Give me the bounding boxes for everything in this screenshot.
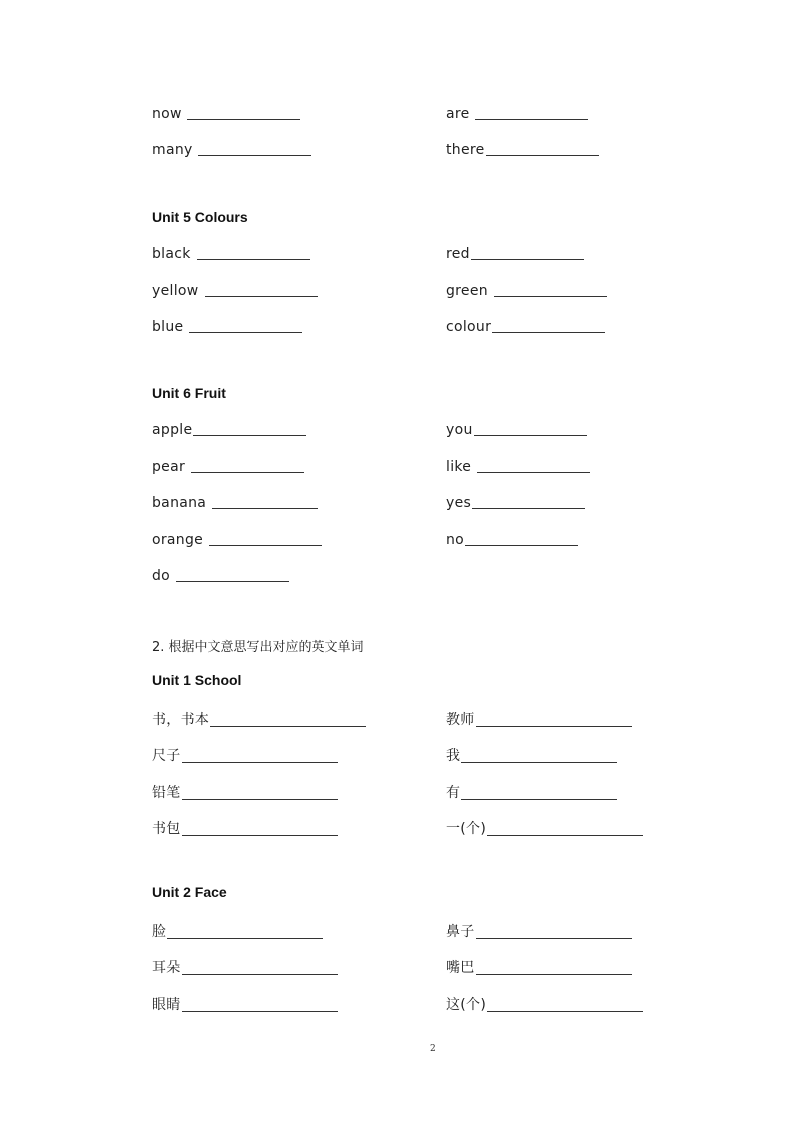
vocab-item <box>446 459 590 475</box>
vocab-word: yes <box>446 495 472 511</box>
vocab-word: like <box>446 459 472 475</box>
answer-blank[interactable] <box>191 471 304 473</box>
answer-blank[interactable] <box>471 258 584 260</box>
answer-blank[interactable] <box>189 331 302 333</box>
vocab-item <box>152 994 338 1014</box>
answer-blank[interactable] <box>182 761 338 763</box>
answer-blank[interactable] <box>212 507 318 509</box>
answer-blank[interactable] <box>476 973 632 975</box>
answer-blank[interactable] <box>475 118 588 120</box>
answer-blank[interactable] <box>182 973 338 975</box>
vocab-word: 铅笔 <box>152 785 181 801</box>
vocab-item <box>446 818 643 838</box>
vocab-word: now <box>152 106 182 122</box>
vocab-item <box>152 283 318 299</box>
vocab-word: are <box>446 106 470 122</box>
answer-blank[interactable] <box>465 544 578 546</box>
vocab-item <box>446 246 584 262</box>
vocab-word: blue <box>152 319 184 335</box>
vocab-word: 书包 <box>152 821 181 837</box>
vocab-item <box>446 283 607 299</box>
vocab-word: pear <box>152 459 186 475</box>
vocab-item <box>446 745 617 765</box>
answer-blank[interactable] <box>461 761 617 763</box>
vocab-item <box>152 142 311 158</box>
vocab-word: orange <box>152 532 204 548</box>
vocab-item <box>152 709 366 729</box>
vocab-word: green <box>446 283 488 299</box>
vocab-word: black <box>152 246 191 262</box>
vocab-item <box>152 246 310 262</box>
vocab-item <box>446 142 599 158</box>
vocab-item <box>152 532 322 548</box>
vocab-word: 书，书本 <box>152 712 210 728</box>
vocab-item <box>152 568 289 584</box>
vocab-word: no <box>446 532 465 548</box>
vocab-item <box>446 709 632 729</box>
unit-heading: Unit 2 Face <box>152 884 227 900</box>
answer-blank[interactable] <box>461 798 617 800</box>
vocab-word: do <box>152 568 171 584</box>
vocab-item <box>446 957 632 977</box>
answer-blank[interactable] <box>209 544 322 546</box>
section-instruction: 2. 根据中文意思写出对应的英文单词 <box>152 640 364 655</box>
unit-heading: Unit 5 Colours <box>152 209 248 225</box>
vocab-word: yellow <box>152 283 199 299</box>
vocab-word: 鼻子 <box>446 924 475 940</box>
answer-blank[interactable] <box>486 154 599 156</box>
page-number: 2 <box>430 1044 436 1054</box>
vocab-item <box>446 532 578 548</box>
vocab-item <box>152 106 300 122</box>
answer-blank[interactable] <box>474 434 587 436</box>
vocab-word: 嘴巴 <box>446 960 475 976</box>
vocab-word: red <box>446 246 470 262</box>
answer-blank[interactable] <box>494 295 607 297</box>
vocab-item <box>446 921 632 941</box>
answer-blank[interactable] <box>205 295 318 297</box>
vocab-word: banana <box>152 495 207 511</box>
unit-heading: Unit 1 School <box>152 672 242 688</box>
vocab-word: 脸 <box>152 924 167 940</box>
answer-blank[interactable] <box>182 1010 338 1012</box>
vocab-item <box>446 994 643 1014</box>
answer-blank[interactable] <box>176 580 289 582</box>
vocab-item <box>152 745 338 765</box>
vocab-word: 眼睛 <box>152 997 181 1013</box>
answer-blank[interactable] <box>210 725 366 727</box>
answer-blank[interactable] <box>476 725 632 727</box>
answer-blank[interactable] <box>182 834 338 836</box>
vocab-item <box>446 319 605 335</box>
vocab-word: 教师 <box>446 712 475 728</box>
vocab-item <box>446 495 585 511</box>
vocab-item <box>152 957 338 977</box>
answer-blank[interactable] <box>187 118 300 120</box>
answer-blank[interactable] <box>476 937 632 939</box>
vocab-word: many <box>152 142 193 158</box>
answer-blank[interactable] <box>487 1010 643 1012</box>
vocab-word: 尺子 <box>152 748 181 764</box>
vocab-word: 耳朵 <box>152 960 181 976</box>
vocab-word: 我 <box>446 748 461 764</box>
unit-heading: Unit 6 Fruit <box>152 385 226 401</box>
vocab-word: 有 <box>446 785 461 801</box>
answer-blank[interactable] <box>477 471 590 473</box>
vocab-word: colour <box>446 319 492 335</box>
vocab-item <box>446 782 617 802</box>
vocab-item <box>152 319 302 335</box>
answer-blank[interactable] <box>198 154 311 156</box>
vocab-item <box>152 818 338 838</box>
vocab-word: 这(个) <box>446 997 487 1013</box>
vocab-word: there <box>446 142 485 158</box>
vocab-item <box>446 422 587 438</box>
answer-blank[interactable] <box>472 507 585 509</box>
vocab-item <box>152 921 323 941</box>
vocab-word: you <box>446 422 473 438</box>
vocab-item <box>152 495 318 511</box>
answer-blank[interactable] <box>182 798 338 800</box>
vocab-item <box>446 106 588 122</box>
answer-blank[interactable] <box>197 258 310 260</box>
vocab-item <box>152 422 306 438</box>
vocab-item <box>152 782 338 802</box>
answer-blank[interactable] <box>193 434 306 436</box>
answer-blank[interactable] <box>167 937 323 939</box>
vocab-word: 一(个) <box>446 821 487 837</box>
answer-blank[interactable] <box>487 834 643 836</box>
vocab-word: apple <box>152 422 193 438</box>
vocab-item <box>152 459 304 475</box>
answer-blank[interactable] <box>492 331 605 333</box>
